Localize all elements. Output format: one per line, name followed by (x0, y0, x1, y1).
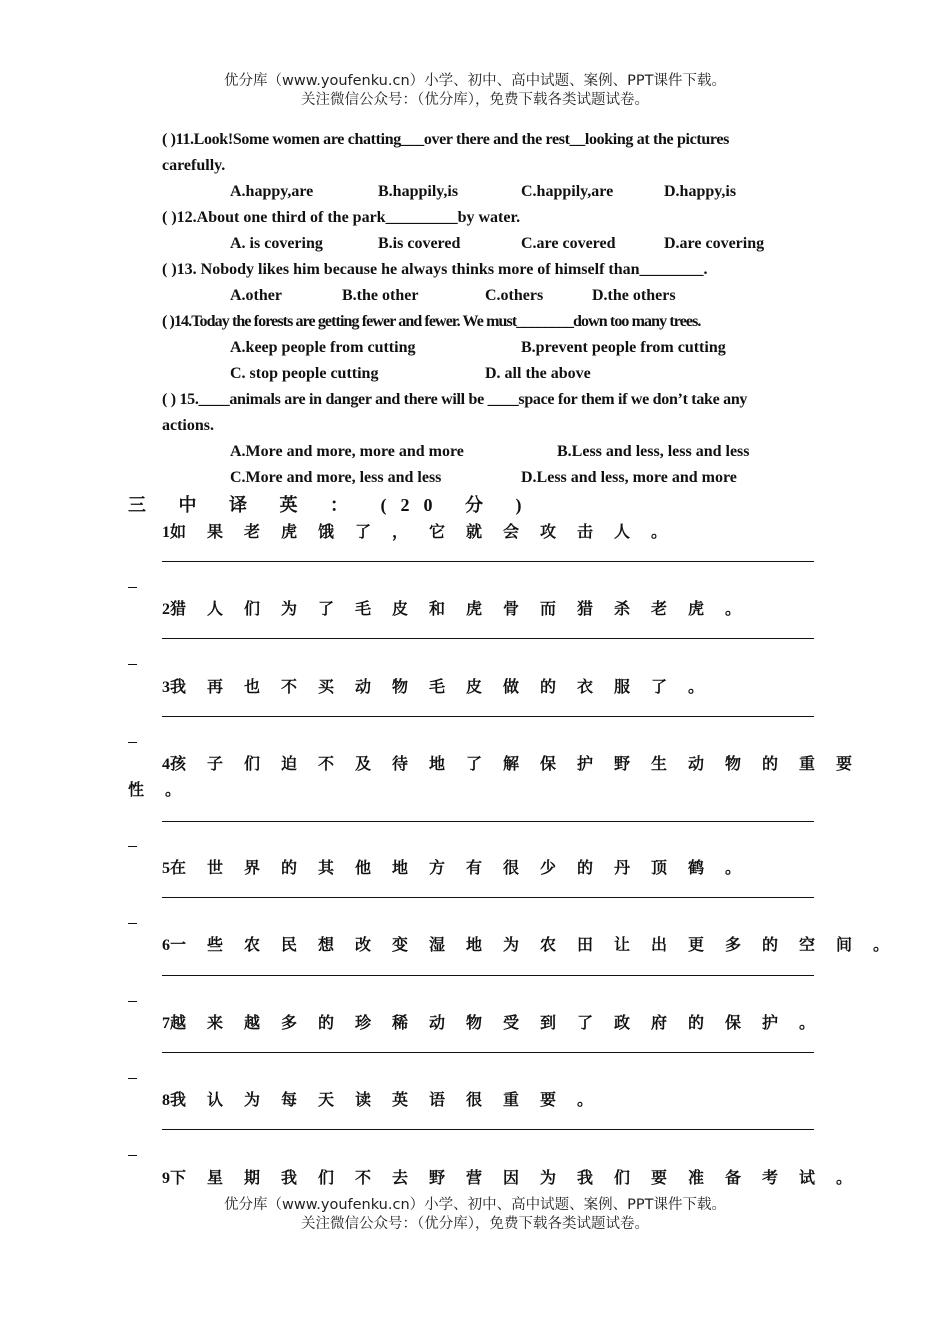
item-number: 4 (162, 756, 170, 773)
question-15-option-a: A.More and more, more and more (230, 443, 464, 460)
question-13-stem: ( )13. Nobody likes him because he always thinks more of himself than________. (162, 261, 708, 278)
question-15-stem: ( ) 15.____animals are in danger and there will be ____space for them if we don’t take any (162, 391, 748, 408)
question-11-stem-cont: carefully. (162, 157, 226, 174)
answer-line-tail (128, 1078, 137, 1079)
question-14-option-c: C. stop people cutting (230, 365, 379, 382)
page-header-line1: 优分库（www.youfenku.cn）小学、初中、高中试题、案例、PPT课件下载。 (224, 73, 726, 89)
question-11-option-d: D.happy,is (664, 183, 737, 200)
answer-line-tail (128, 742, 137, 743)
answer-line-tail (128, 846, 137, 847)
question-13-option-a: A.other (230, 287, 282, 304)
question-13-option-c: C.others (485, 287, 544, 304)
question-14-option-a: A.keep people from cutting (230, 339, 416, 356)
answer-line (162, 638, 814, 639)
translation-item-9 (162, 1165, 861, 1188)
question-11-option-c: C.happily,are (521, 183, 614, 200)
translation-item-3 (162, 674, 713, 697)
item-number: 6 (162, 937, 170, 954)
item-text: 下 星 期 我 们 不 去 野 营 因 为 我 们 要 准 备 考 试 。 (170, 1170, 861, 1187)
item-text: 一 些 农 民 想 改 变 湿 地 为 农 田 让 出 更 多 的 空 间 。 (170, 937, 898, 954)
translation-item-1 (162, 519, 676, 542)
question-12-option-d: D.are covering (664, 235, 765, 252)
question-13-option-d: D.the others (592, 287, 676, 304)
question-12-option-b: B.is covered (378, 235, 461, 252)
item-text: 如 果 老 虎 饿 了 ， 它 就 会 攻 击 人 。 (170, 524, 676, 541)
question-15-option-c: C.More and more, less and less (230, 469, 442, 486)
question-14-option-d: D. all the above (485, 365, 591, 382)
item-text: 越 来 越 多 的 珍 稀 动 物 受 到 了 政 府 的 保 护 。 (170, 1015, 824, 1032)
answer-line (162, 1052, 814, 1053)
question-11-stem: ( )11.Look!Some women are chatting___over there and the rest__looking at the pictures (162, 131, 729, 148)
answer-line (162, 1129, 814, 1130)
page-footer-line1: 优分库（www.youfenku.cn）小学、初中、高中试题、案例、PPT课件下载。 (224, 1197, 726, 1213)
answer-line (162, 561, 814, 562)
item-number: 3 (162, 679, 170, 696)
item-number: 1 (162, 524, 170, 541)
translation-item-4 (162, 751, 861, 774)
item-text: 我 认 为 每 天 读 英 语 很 重 要 。 (170, 1092, 602, 1109)
page-header-line2: 关注微信公众号：（优分库），免费下载各类试题试卷。 (301, 92, 649, 108)
translation-item-6 (162, 932, 898, 955)
answer-line (162, 716, 814, 717)
item-text: 我 再 也 不 买 动 物 毛 皮 做 的 衣 服 了 。 (170, 679, 713, 696)
question-11-option-b: B.happily,is (378, 183, 459, 200)
item-text: 在 世 界 的 其 他 地 方 有 很 少 的 丹 顶 鹤 。 (170, 860, 750, 877)
question-12-stem: ( )12.About one third of the park_________by water. (162, 209, 521, 226)
item-number: 9 (162, 1170, 170, 1187)
translation-item-5 (162, 855, 750, 878)
question-15-option-b: B.Less and less, less and less (557, 443, 750, 460)
question-12-option-c: C.are covered (521, 235, 616, 252)
question-15-stem-cont: actions. (162, 417, 214, 434)
answer-line-tail (128, 587, 137, 588)
question-12-option-a: A. is covering (230, 235, 323, 252)
question-14-option-b: B.prevent people from cutting (521, 339, 726, 356)
item-text: 孩 子 们 迫 不 及 待 地 了 解 保 护 野 生 动 物 的 重 要 (170, 756, 861, 773)
item-number: 5 (162, 860, 170, 877)
answer-line (162, 975, 814, 976)
translation-item-2 (162, 596, 750, 619)
answer-line-tail (128, 664, 137, 665)
answer-line-tail (128, 923, 137, 924)
item-number: 8 (162, 1092, 170, 1109)
question-11-option-a: A.happy,are (230, 183, 314, 200)
answer-line (162, 821, 814, 822)
translation-item-7 (162, 1010, 824, 1033)
question-15-option-d: D.Less and less, more and more (521, 469, 737, 486)
section-3-title: 三 中 译 英 ： (20 分 ) (128, 495, 536, 515)
page-footer-line2: 关注微信公众号：（优分库），免费下载各类试题试卷。 (301, 1216, 649, 1232)
item-number: 7 (162, 1015, 170, 1032)
question-14-stem: ( )14.Today the forests are getting fewer and fewer. We must________down too many trees. (162, 313, 701, 330)
question-13-option-b: B.the other (342, 287, 419, 304)
answer-line-tail (128, 1155, 137, 1156)
translation-item-4-cont: 性 。 (128, 782, 190, 799)
answer-line-tail (128, 1001, 137, 1002)
translation-item-8 (162, 1087, 602, 1110)
item-number: 2 (162, 601, 170, 618)
answer-line (162, 897, 814, 898)
item-text: 猎 人 们 为 了 毛 皮 和 虎 骨 而 猎 杀 老 虎 。 (170, 601, 750, 618)
